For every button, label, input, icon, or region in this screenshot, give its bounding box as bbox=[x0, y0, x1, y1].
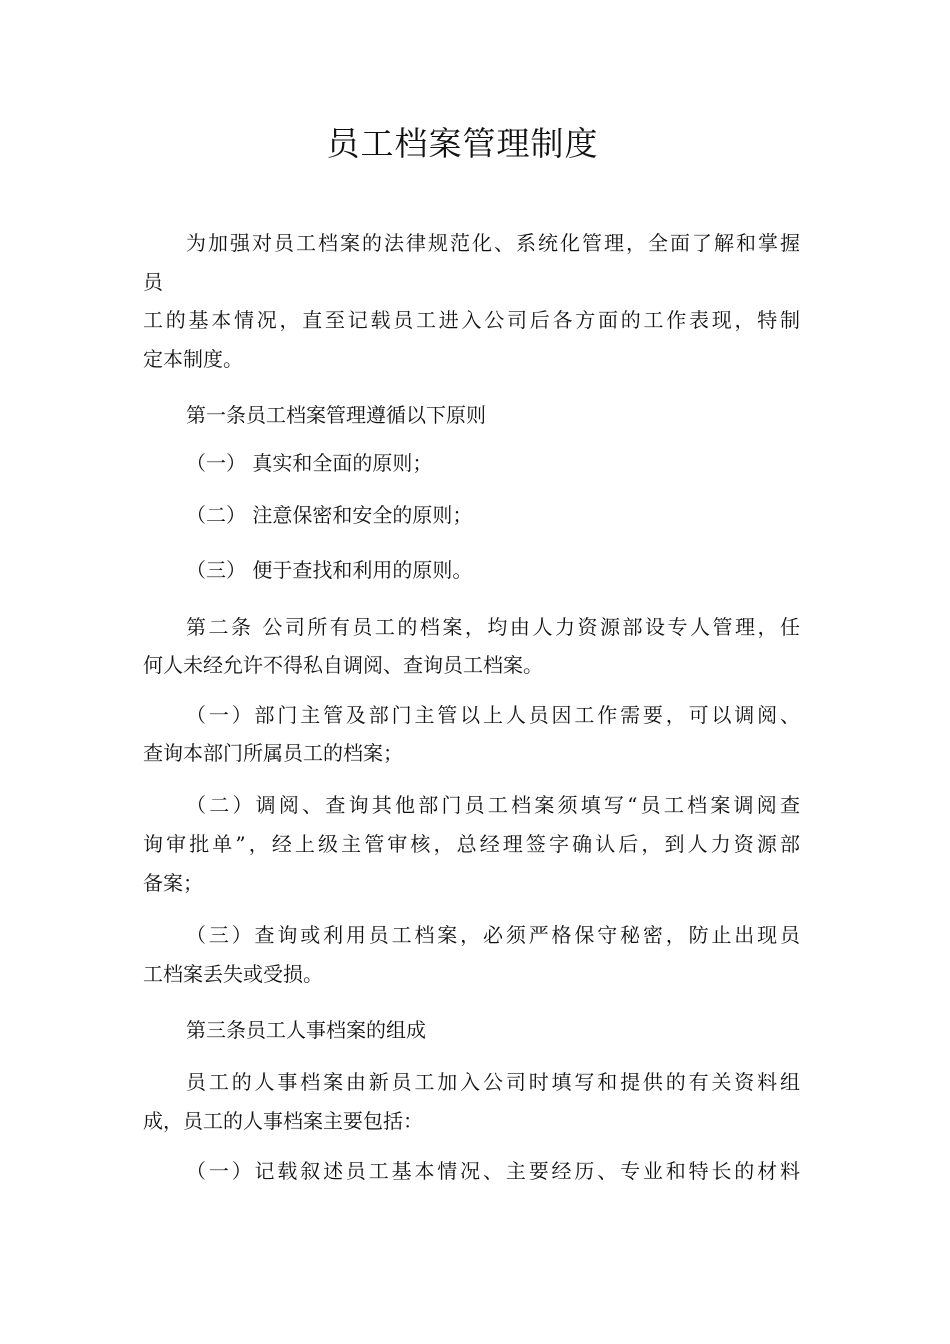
article-1-item-3: （三） 便于查找和利用的原则。 bbox=[186, 558, 473, 582]
article-3-line-2: 成，员工的人事档案主要包括： bbox=[143, 1109, 423, 1133]
article-2-line-1: 第二条 公司所有员工的档案，均由人力资源部设专人管理，任 bbox=[186, 615, 800, 639]
article-1-heading: 第一条员工档案管理遵循以下原则 bbox=[186, 403, 486, 427]
document-title: 员工档案管理制度 bbox=[326, 124, 599, 163]
article-2-item-2-line-3: 备案； bbox=[143, 871, 203, 895]
article-2-item-2-line-2: 询审批单”，经上级主管审核，总经理签字确认后，到人力资源部 bbox=[143, 832, 800, 856]
article-2-item-3-line-2: 工档案丢失或受损。 bbox=[143, 962, 323, 986]
article-3-heading: 第三条员工人事档案的组成 bbox=[186, 1018, 426, 1042]
intro-line-1: 为加强对员工档案的法律规范化、系统化管理，全面了解和掌握 bbox=[186, 231, 800, 255]
intro-line-3: 工的基本情况，直至记载员工进入公司后各方面的工作表现，特制 bbox=[143, 308, 800, 332]
article-1-item-1: （一） 真实和全面的原则； bbox=[186, 451, 433, 475]
article-2-item-2-line-1: （二）调阅、查询其他部门员工档案须填写“员工档案调阅查 bbox=[186, 793, 800, 817]
article-3-item-1: （一）记载叙述员工基本情况、主要经历、专业和特长的材料 bbox=[186, 1159, 800, 1183]
article-3-line-1: 员工的人事档案由新员工加入公司时填写和提供的有关资料组 bbox=[186, 1070, 800, 1094]
article-2-line-2: 何人未经允许不得私自调阅、查询员工档案。 bbox=[143, 653, 543, 677]
intro-line-2: 员 bbox=[143, 270, 163, 294]
intro-line-4: 定本制度。 bbox=[143, 347, 243, 371]
article-2-item-1-line-1: （一）部门主管及部门主管以上人员因工作需要，可以调阅、 bbox=[186, 703, 800, 727]
article-1-item-2: （二） 注意保密和安全的原则； bbox=[186, 503, 473, 527]
article-2-item-3-line-1: （三）查询或利用员工档案，必须严格保守秘密，防止出现员 bbox=[186, 923, 800, 947]
article-2-item-1-line-2: 查询本部门所属员工的档案； bbox=[143, 741, 403, 765]
